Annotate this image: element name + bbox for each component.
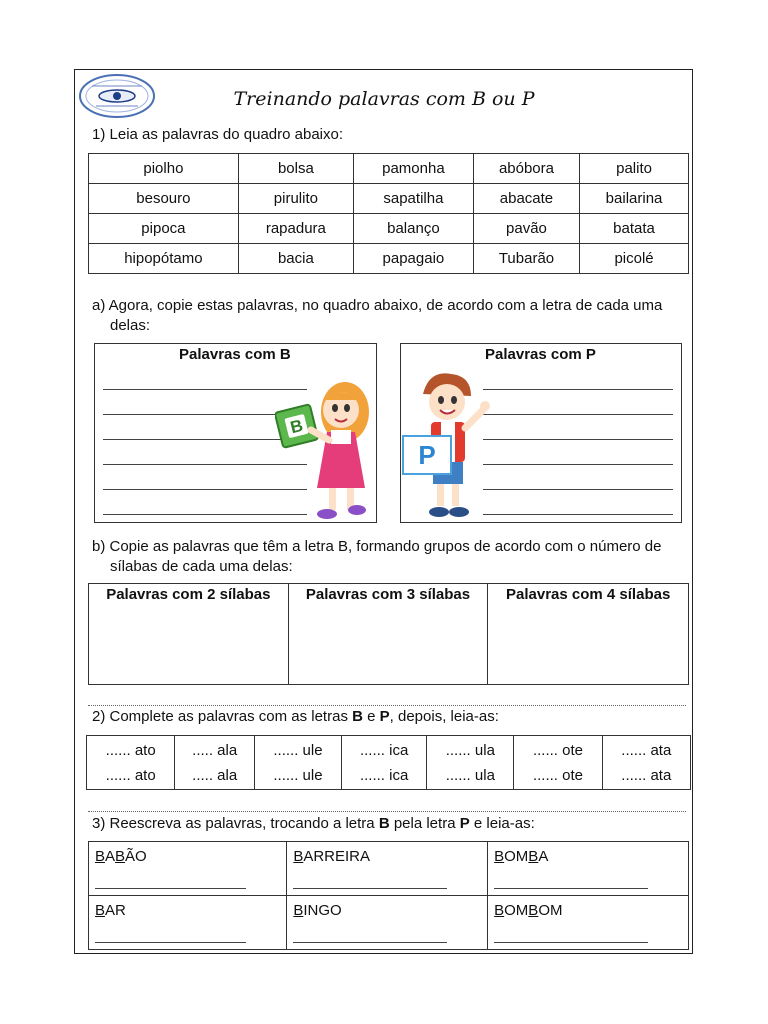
question-a-prompt-line1: a) Agora, copie estas palavras, no quadro abaixo, de acordo com a letra de cada uma bbox=[92, 297, 663, 314]
page-title: Treinando palavras com B ou P bbox=[233, 88, 535, 110]
word-cell: bolsa bbox=[238, 154, 353, 184]
answer-line[interactable] bbox=[483, 464, 673, 465]
dotted-divider bbox=[88, 811, 686, 812]
answer-line[interactable] bbox=[103, 414, 283, 415]
table-row bbox=[89, 896, 689, 950]
question-2-prompt bbox=[92, 707, 499, 727]
copy-box-p bbox=[400, 343, 682, 523]
answer-line[interactable] bbox=[483, 514, 673, 515]
word-cell: bacia bbox=[238, 244, 353, 274]
word-part: A bbox=[538, 848, 549, 865]
underlined-letter: B bbox=[494, 902, 505, 919]
word-cell: abóbora bbox=[473, 154, 579, 184]
fill-word: ...... ule bbox=[273, 766, 323, 784]
fill-word: ...... ote bbox=[532, 741, 583, 759]
answer-line[interactable] bbox=[483, 489, 673, 490]
table-row bbox=[87, 736, 691, 790]
question-a-prompt-line2: delas: bbox=[110, 317, 151, 334]
copy-box-b-header: Palavras com B bbox=[179, 346, 291, 363]
fill-word: ...... ula bbox=[445, 741, 495, 759]
fill-word: ...... ula bbox=[445, 766, 495, 784]
answer-line[interactable] bbox=[483, 439, 673, 440]
table-row bbox=[89, 244, 689, 274]
fill-word: ...... ata bbox=[621, 741, 672, 759]
answer-line[interactable] bbox=[95, 888, 246, 889]
question-3-text-start: 3) Reescreva as palavras, trocando a letra bbox=[92, 815, 379, 832]
question-2-text-mid: e bbox=[362, 708, 380, 725]
word-cell: hipopótamo bbox=[89, 244, 239, 274]
fill-word: ...... ica bbox=[359, 741, 409, 759]
letter-p: P bbox=[379, 708, 390, 725]
fill-table bbox=[86, 735, 691, 790]
question-2-text-start: 2) Complete as palavras com as letras bbox=[92, 708, 353, 725]
dotted-divider bbox=[88, 705, 686, 706]
word-cell: rapadura bbox=[238, 214, 353, 244]
word-part: AR bbox=[105, 902, 126, 919]
rewrite-cell[interactable] bbox=[89, 842, 287, 896]
word-cell: pirulito bbox=[238, 184, 353, 214]
word-part: ÃO bbox=[125, 848, 147, 865]
answer-line[interactable] bbox=[483, 414, 673, 415]
word-cell: sapatilha bbox=[353, 184, 473, 214]
table-row bbox=[89, 154, 689, 184]
rewrite-cell[interactable] bbox=[488, 842, 689, 896]
fill-word: ...... ule bbox=[273, 741, 323, 759]
fill-word: ...... ote bbox=[532, 766, 583, 784]
fill-cell[interactable] bbox=[427, 736, 514, 790]
underlined-letter: B bbox=[293, 902, 304, 919]
underlined-letter: B bbox=[528, 902, 539, 919]
fill-word: ...... ato bbox=[105, 766, 156, 784]
fill-word: ..... ala bbox=[192, 741, 238, 759]
question-3-text-mid: pela letra bbox=[389, 815, 460, 832]
table-row bbox=[89, 842, 689, 896]
rewrite-cell[interactable] bbox=[287, 842, 488, 896]
word-cell: abacate bbox=[473, 184, 579, 214]
word-cell: pavão bbox=[473, 214, 579, 244]
table-row bbox=[89, 584, 689, 685]
fill-cell[interactable] bbox=[175, 736, 255, 790]
letter-b: B bbox=[378, 815, 390, 832]
question-b-prompt-line1: b) Copie as palavras que têm a letra B, formando grupos de acordo com o número de bbox=[92, 538, 662, 555]
underlined-letter: B bbox=[293, 848, 304, 865]
word-part: INGO bbox=[303, 902, 342, 919]
word-cell: piolho bbox=[89, 154, 239, 184]
copy-box-p-header: Palavras com P bbox=[485, 346, 596, 363]
underlined-letter: B bbox=[494, 848, 505, 865]
letter-b: B bbox=[352, 708, 363, 725]
fill-word: ...... ica bbox=[359, 766, 409, 784]
word-cell: pipoca bbox=[89, 214, 239, 244]
block-letter: B bbox=[288, 415, 305, 438]
word-cell: bailarina bbox=[580, 184, 689, 214]
answer-line[interactable] bbox=[494, 942, 648, 943]
question-1-prompt: 1) Leia as palavras do quadro abaixo: bbox=[92, 126, 344, 143]
word-part: ARREIRA bbox=[303, 848, 371, 865]
word-part: A bbox=[105, 848, 116, 865]
girl-with-block-illustration bbox=[275, 378, 375, 524]
card-letter: P bbox=[418, 440, 436, 470]
word-cell: pamonha bbox=[353, 154, 473, 184]
word-cell: Tubarão bbox=[473, 244, 579, 274]
syllable-column-4[interactable]: Palavras com 4 sílabas bbox=[488, 584, 689, 685]
word-cell: besouro bbox=[89, 184, 239, 214]
word-part: OM bbox=[504, 848, 529, 865]
word-cell: batata bbox=[580, 214, 689, 244]
rewrite-table bbox=[88, 841, 689, 950]
answer-line[interactable] bbox=[494, 888, 648, 889]
word-table bbox=[88, 153, 689, 274]
answer-line[interactable] bbox=[483, 389, 673, 390]
question-b-prompt-line2: sílabas de cada uma delas: bbox=[110, 558, 293, 575]
fill-cell[interactable] bbox=[87, 736, 175, 790]
underlined-letter: B bbox=[115, 848, 126, 865]
fill-cell[interactable] bbox=[602, 736, 690, 790]
fill-cell[interactable] bbox=[255, 736, 342, 790]
fill-word: ...... ata bbox=[621, 766, 672, 784]
rewrite-cell[interactable] bbox=[488, 896, 689, 950]
word-cell: palito bbox=[580, 154, 689, 184]
question-3-text-end: e leia-as: bbox=[469, 815, 535, 832]
copy-box-b bbox=[94, 343, 377, 523]
letter-p: P bbox=[459, 815, 470, 832]
fill-word: ..... ala bbox=[192, 766, 238, 784]
table-row bbox=[89, 214, 689, 244]
answer-line[interactable] bbox=[103, 439, 283, 440]
word-part: OM bbox=[538, 902, 563, 919]
fill-word: ...... ato bbox=[105, 741, 156, 759]
table-row bbox=[89, 184, 689, 214]
fill-cell[interactable] bbox=[514, 736, 602, 790]
boy-with-card-illustration bbox=[401, 366, 497, 524]
question-3-prompt bbox=[92, 814, 535, 834]
word-cell: balanço bbox=[353, 214, 473, 244]
answer-line[interactable] bbox=[293, 942, 447, 943]
syllable-column-3[interactable]: Palavras com 3 sílabas bbox=[288, 584, 488, 685]
underlined-letter: B bbox=[95, 902, 106, 919]
word-cell: papagaio bbox=[353, 244, 473, 274]
word-part: OM bbox=[504, 902, 529, 919]
underlined-letter: B bbox=[528, 848, 539, 865]
rewrite-cell[interactable] bbox=[89, 896, 287, 950]
answer-line[interactable] bbox=[293, 888, 447, 889]
word-cell: picolé bbox=[580, 244, 689, 274]
syllable-table bbox=[88, 583, 689, 685]
question-2-text-end: , depois, leia-as: bbox=[389, 708, 499, 725]
rewrite-cell[interactable] bbox=[287, 896, 488, 950]
fill-cell[interactable] bbox=[341, 736, 426, 790]
answer-line[interactable] bbox=[95, 942, 246, 943]
underlined-letter: B bbox=[95, 848, 106, 865]
syllable-column-2[interactable]: Palavras com 2 sílabas bbox=[89, 584, 289, 685]
